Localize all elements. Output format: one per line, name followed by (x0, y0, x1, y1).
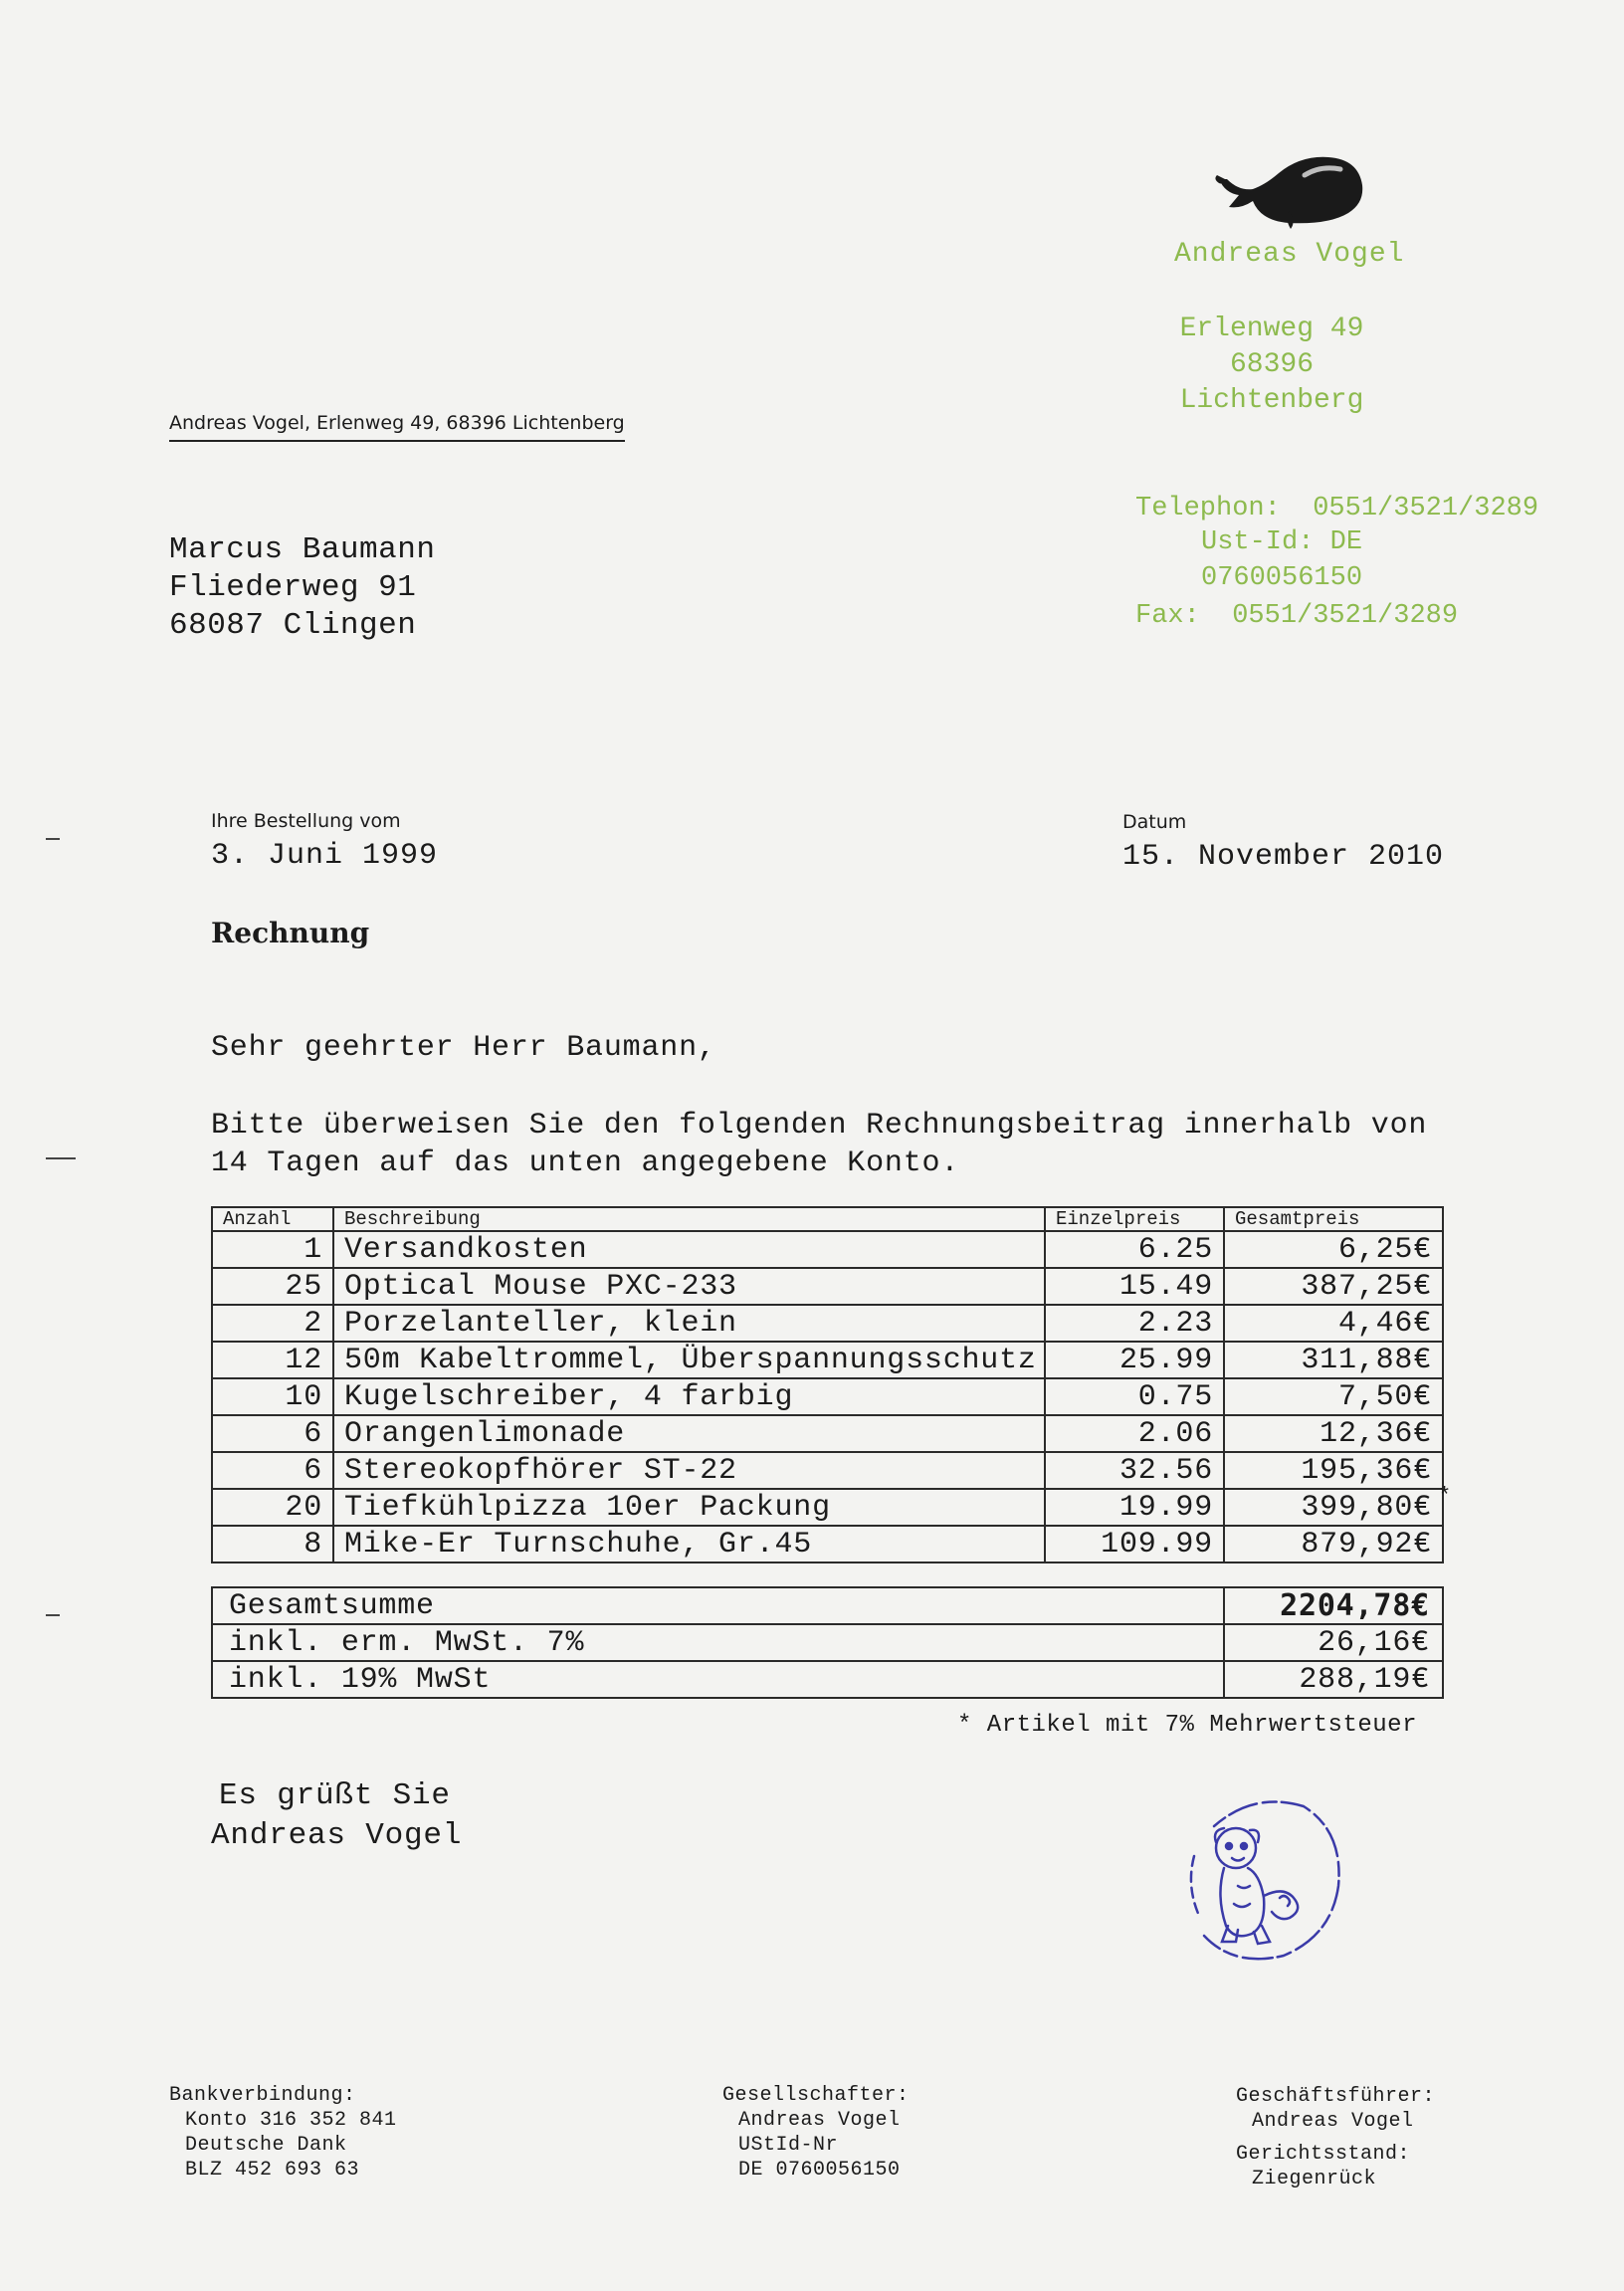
column-header-unit-price: Einzelpreis (1045, 1207, 1224, 1231)
item-quantity-text: 25 (285, 1269, 322, 1304)
order-date-label: Ihre Bestellung vom (211, 810, 401, 832)
item-unit-price (1045, 1231, 1224, 1268)
item-total-price (1224, 1231, 1443, 1268)
item-total-price (1224, 1484, 1452, 1526)
item-description-text: 50m Kabeltrommel, Überspannungsschutz (344, 1343, 1037, 1377)
item-unit-price (1045, 1268, 1224, 1305)
vat-footnote-marker: * (1437, 1484, 1452, 1509)
item-total-price (1224, 1415, 1443, 1452)
item-unit-price (1045, 1452, 1224, 1489)
item-quantity-text: 10 (285, 1379, 322, 1414)
company-address (1142, 312, 1401, 419)
grand-total-label: Gesamtsumme (212, 1587, 1224, 1624)
footer-bank-name: Deutsche Dank (185, 2134, 347, 2157)
item-unit-price (1045, 1526, 1224, 1562)
recipient-city: 68087 Clingen (169, 608, 417, 643)
item-description (333, 1489, 1045, 1526)
company-name: Andreas Vogel (1174, 239, 1405, 270)
item-description-text: Orangenlimonade (344, 1416, 626, 1451)
item-unit-price-text: 0.75 (1137, 1379, 1213, 1414)
table-row (212, 1268, 1443, 1305)
item-quantity (212, 1415, 333, 1452)
table-header-row (212, 1207, 1443, 1231)
item-unit-price-text: 15.49 (1118, 1269, 1213, 1304)
item-unit-price (1045, 1305, 1224, 1342)
footer-partner-name: Andreas Vogel (738, 2109, 901, 2132)
item-total-price-text: 4,46€ (1337, 1306, 1432, 1341)
item-total-price-text: 311,88€ (1301, 1343, 1432, 1377)
grand-total-value: 2204,78€ (1224, 1587, 1443, 1624)
item-unit-price-text: 109.99 (1101, 1527, 1213, 1562)
table-row (212, 1587, 1443, 1624)
whale-logo-icon (1209, 149, 1368, 234)
vat-footnote: * Artikel mit 7% Mehrwertsteuer (957, 1712, 1417, 1739)
column-header-description: Beschreibung (333, 1207, 1045, 1231)
item-quantity-text: 8 (304, 1527, 322, 1562)
item-unit-price (1045, 1378, 1224, 1415)
item-unit-price-text: 25.99 (1118, 1343, 1213, 1377)
footer-court: Ziegenrück (1252, 2168, 1377, 2190)
greeting: Sehr geehrter Herr Baumann, (211, 1031, 716, 1065)
dog-stamp-icon (1154, 1786, 1353, 1976)
footer-bank-account: Konto 316 352 841 (185, 2109, 397, 2132)
item-unit-price (1045, 1489, 1224, 1526)
table-row (212, 1489, 1443, 1526)
fax-label: Fax: (1135, 601, 1200, 631)
footer-ustid-number: DE 0760056150 (738, 2159, 901, 2182)
company-city: 68396 Lichtenberg (1179, 349, 1364, 416)
fold-mark (46, 838, 60, 840)
item-description (333, 1231, 1045, 1268)
body-text: Bitte überweisen Sie den folgenden Rechnungsbeitrag innerhalb von 14 Tagen auf das unten angegebene Konto. (211, 1109, 1428, 1180)
item-unit-price-text: 19.99 (1118, 1490, 1213, 1525)
footer-partner-title: Gesellschafter: (722, 2084, 910, 2107)
item-total-price (1224, 1268, 1443, 1305)
item-quantity (212, 1268, 333, 1305)
table-row (212, 1415, 1443, 1452)
item-quantity (212, 1378, 333, 1415)
invoice-date-label: Datum (1122, 811, 1187, 833)
item-total-price-text: 12,36€ (1320, 1416, 1432, 1451)
totals-table (211, 1586, 1444, 1699)
vat-standard-value: 288,19€ (1224, 1661, 1443, 1698)
item-total-price (1224, 1378, 1443, 1415)
punch-mark (46, 1157, 76, 1159)
footer-manager-details (1236, 2084, 1435, 2191)
footer-bank-title: Bankverbindung: (169, 2084, 356, 2107)
item-total-price-text: 399,80€ (1301, 1490, 1432, 1525)
item-quantity (212, 1526, 333, 1562)
ustid-number: 0760056150 (1201, 563, 1363, 593)
item-total-price (1224, 1305, 1443, 1342)
column-header-quantity: Anzahl (212, 1207, 333, 1231)
item-unit-price-text: 6.25 (1137, 1232, 1213, 1267)
column-header-total-price: Gesamtpreis (1224, 1207, 1443, 1231)
item-quantity-text: 20 (285, 1490, 322, 1525)
order-date: 3. Juni 1999 (211, 839, 439, 873)
table-row (212, 1661, 1443, 1698)
footer-bank-code: BLZ 452 693 63 (185, 2159, 360, 2182)
item-description-text: Tiefkühlpizza 10er Packung (344, 1490, 831, 1525)
recipient-address (169, 531, 435, 645)
item-total-price-text: 387,25€ (1301, 1269, 1432, 1304)
item-quantity-text: 1 (304, 1232, 322, 1267)
item-description (333, 1415, 1045, 1452)
item-unit-price-text: 32.56 (1118, 1453, 1213, 1488)
item-description-text: Versandkosten (344, 1232, 588, 1267)
footer-ustid-label: UStId-Nr (738, 2134, 839, 2157)
vat-reduced-label: inkl. erm. MwSt. 7% (212, 1624, 1224, 1661)
footer-manager-title: Geschäftsführer: (1236, 2085, 1436, 2108)
closing-salutation: Es grüßt Sie (219, 1778, 451, 1813)
table-row (212, 1624, 1443, 1661)
table-row (212, 1305, 1443, 1342)
invoice-items-table (211, 1206, 1452, 1563)
item-total-price-text: 195,36€ (1301, 1453, 1432, 1488)
vat-standard-label: inkl. 19% MwSt (212, 1661, 1224, 1698)
item-description-text: Porzelanteller, klein (344, 1306, 737, 1341)
recipient-street: Fliederweg 91 (169, 570, 417, 605)
company-street: Erlenweg 49 (1179, 313, 1364, 344)
table-row (212, 1342, 1443, 1378)
item-description (333, 1342, 1045, 1378)
table-row (212, 1452, 1443, 1489)
item-quantity (212, 1231, 333, 1268)
footer-court-title: Gerichtsstand: (1236, 2143, 1411, 2166)
item-total-price-text: 879,92€ (1301, 1527, 1432, 1562)
fax-number: 0551/3521/3289 (1232, 601, 1459, 631)
item-total-price (1224, 1526, 1443, 1562)
vat-reduced-value: 26,16€ (1224, 1624, 1443, 1661)
company-ustid (1201, 524, 1362, 596)
recipient-name: Marcus Baumann (169, 532, 436, 567)
item-quantity (212, 1305, 333, 1342)
table-row (212, 1526, 1443, 1562)
item-quantity-text: 12 (285, 1343, 322, 1377)
footer-manager-name: Andreas Vogel (1252, 2110, 1414, 2133)
telephone-label: Telephon: (1135, 494, 1281, 523)
item-quantity-text: 6 (304, 1416, 322, 1451)
item-quantity (212, 1452, 333, 1489)
closing (211, 1776, 463, 1856)
item-description-text: Mike-Er Turnschuhe, Gr.45 (344, 1527, 813, 1562)
sender-return-address: Andreas Vogel, Erlenweg 49, 68396 Lichtenberg (169, 412, 625, 442)
item-description (333, 1378, 1045, 1415)
item-description (333, 1268, 1045, 1305)
item-total-price-text: 7,50€ (1337, 1379, 1432, 1414)
closing-signature-name: Andreas Vogel (211, 1818, 463, 1853)
item-total-price (1224, 1452, 1443, 1489)
item-description-text: Optical Mouse PXC-233 (344, 1269, 737, 1304)
fold-mark (46, 1614, 60, 1616)
footer-bank-details (169, 2083, 397, 2183)
item-description (333, 1305, 1045, 1342)
item-unit-price (1045, 1342, 1224, 1378)
telephone-number: 0551/3521/3289 (1313, 494, 1539, 523)
item-unit-price-text: 2.23 (1137, 1306, 1213, 1341)
item-unit-price-text: 2.06 (1137, 1416, 1213, 1451)
table-row (212, 1231, 1443, 1268)
invoice-date: 15. November 2010 (1122, 840, 1445, 874)
footer-partner-details (722, 2083, 910, 2183)
item-total-price (1224, 1342, 1443, 1378)
item-unit-price (1045, 1415, 1224, 1452)
item-quantity-text: 6 (304, 1453, 322, 1488)
table-row (212, 1378, 1443, 1415)
ustid-label: Ust-Id: DE (1201, 527, 1363, 557)
item-description (333, 1452, 1045, 1489)
item-description (333, 1526, 1045, 1562)
item-description-text: Stereokopfhörer ST-22 (344, 1453, 737, 1488)
item-quantity (212, 1489, 333, 1526)
item-quantity-text: 2 (304, 1306, 322, 1341)
document-title: Rechnung (211, 917, 370, 949)
item-description-text: Kugelschreiber, 4 farbig (344, 1379, 794, 1414)
item-quantity (212, 1342, 333, 1378)
item-total-price-text: 6,25€ (1337, 1232, 1432, 1267)
